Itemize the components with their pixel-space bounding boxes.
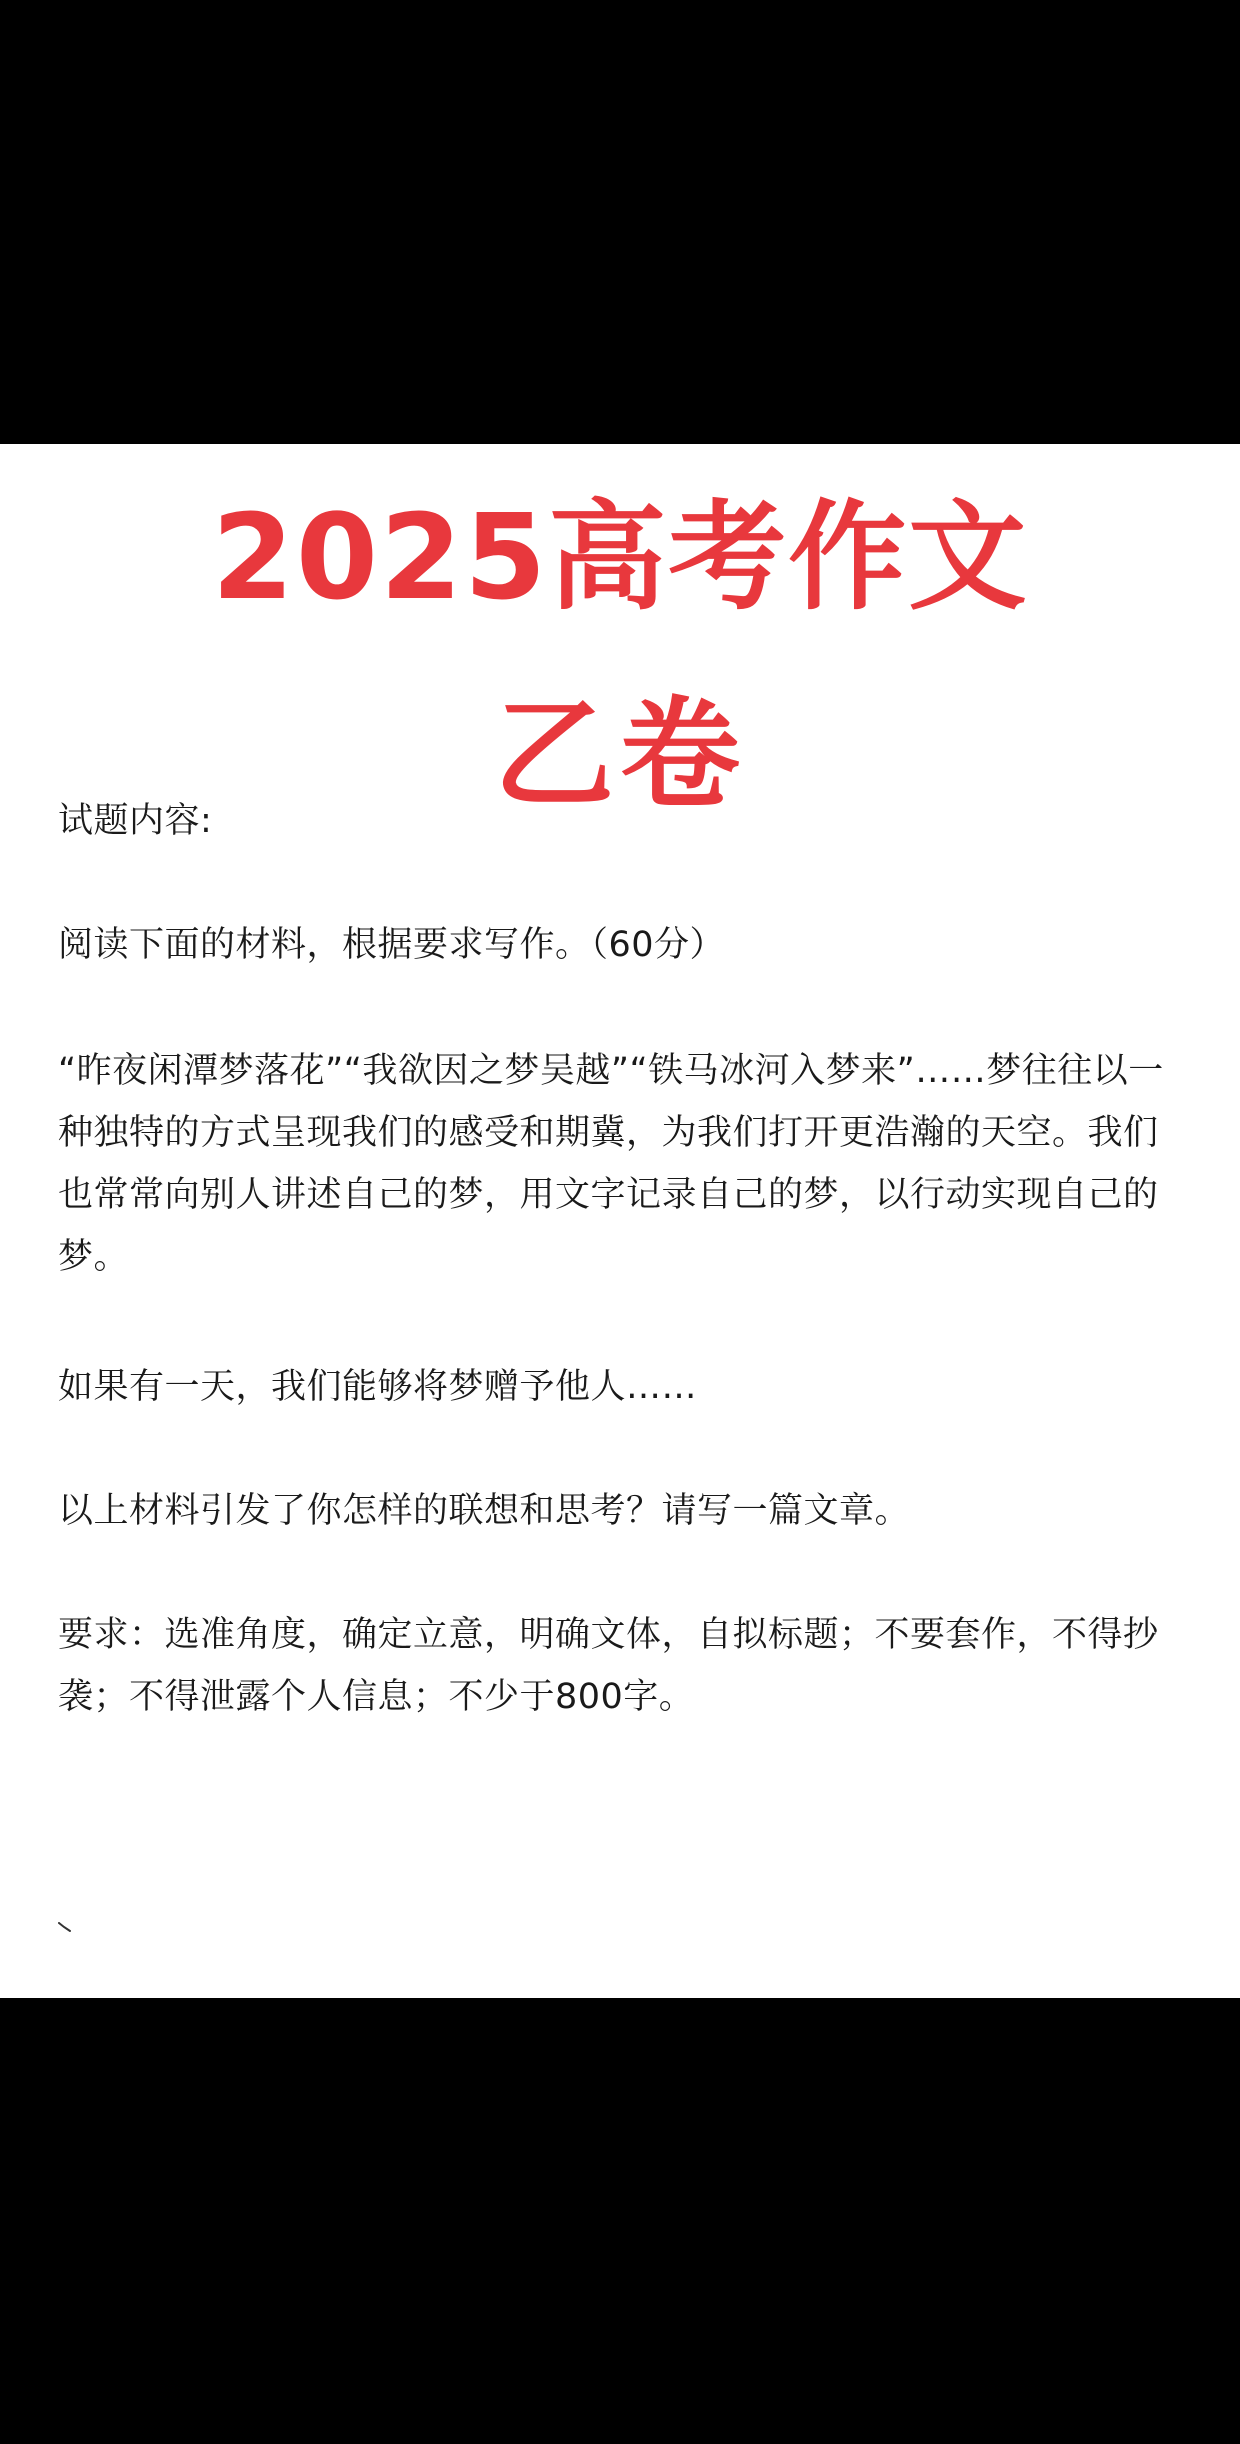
bottom-black-band — [0, 1998, 1240, 2444]
instruction-text: 阅读下面的材料，根据要求写作。（60分） — [58, 925, 726, 965]
page-title: 2025高考作文 — [211, 488, 1029, 626]
section-label: 试题内容: — [58, 801, 213, 841]
material-paragraph: “昨夜闲潭梦落花”“我欲因之梦吴越”“铁马冰河入梦来”……梦往往以一种独特的方式呈现我们的感受和期冀，为我们打开更浩瀚的天空。我们也常常向别人讲述自己的梦，用文字记录自己的梦，以行动实现自己的梦。 — [58, 1051, 1164, 1277]
top-black-band — [0, 0, 1240, 444]
stray-mark-icon — [58, 1922, 72, 1932]
document-page — [0, 444, 1240, 1998]
hypothesis-paragraph: 如果有一天，我们能够将梦赠予他人…… — [58, 1367, 698, 1407]
page-subtitle: 乙卷 — [494, 686, 746, 825]
requirements-paragraph: 要求：选准角度，确定立意，明确文体，自拟标题；不要套作，不得抄袭；不得泄露个人信息；不少于800字。 — [58, 1615, 1159, 1717]
prompt-paragraph: 以上材料引发了你怎样的联想和思考？请写一篇文章。 — [58, 1491, 911, 1531]
